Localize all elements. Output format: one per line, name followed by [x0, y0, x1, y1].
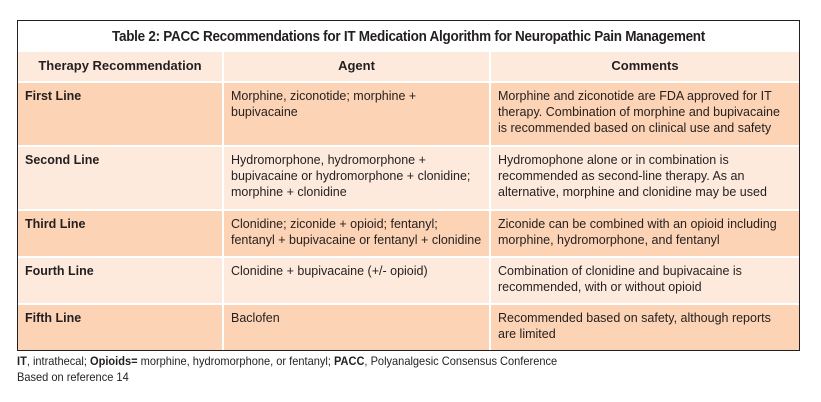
therapy-line: First Line: [18, 82, 223, 146]
table-row: [18, 257, 799, 304]
def-opioids: morphine, hydromorphone, or fentanyl;: [137, 354, 334, 368]
medication-table: [17, 20, 800, 351]
comments-cell: Hydromophone alone or in combination is recommended as second-line therapy. As an alternative, morphine and clonidine may be used: [490, 146, 799, 210]
agent-cell: Morphine, ziconotide; morphine + bupivacaine: [223, 82, 490, 146]
def-it: , intrathecal;: [26, 354, 91, 368]
comments-cell: Ziconide can be combined with an opioid including morphine, hydromorphone, and fentanyl: [490, 210, 799, 257]
therapy-line: Second Line: [18, 146, 223, 210]
comments-cell: Morphine and ziconotide are FDA approved for IT therapy. Combination of morphine and bupivacaine is recommended based on clinical use and safety: [490, 82, 799, 146]
table-title: Table 2: PACC Recommendations for IT Medication Algorithm for Neuropathic Pain Management: [57, 21, 760, 52]
recommendations-table: [18, 52, 799, 350]
table-row: [18, 146, 799, 210]
agent-cell: Clonidine; ziconide + opioid; fentanyl; fentanyl + bupivacaine or fentanyl + clonidine: [223, 210, 490, 257]
comments-cell: Recommended based on safety, although reports are limited: [490, 304, 799, 350]
therapy-line: Fifth Line: [18, 304, 223, 350]
table-footnote: [17, 353, 604, 385]
therapy-line: Fourth Line: [18, 257, 223, 304]
table-row: [18, 210, 799, 257]
abbr-it: IT: [17, 354, 27, 368]
header-therapy: Therapy Recommendation: [18, 52, 223, 82]
abbreviations-note: [17, 353, 557, 369]
abbr-opioids: Opioids=: [90, 354, 138, 368]
abbr-pacc: PACC: [333, 354, 365, 368]
agent-cell: Hydromorphone, hydromorphone + bupivacaine or hydromorphone + clonidine; morphine + clonidine: [223, 146, 490, 210]
header-comments: Comments: [490, 52, 799, 82]
agent-cell: Clonidine + bupivacaine (+/- opioid): [223, 257, 490, 304]
def-pacc: , Polyanalgesic Consensus Conference: [364, 354, 558, 368]
header-row: [18, 52, 799, 82]
table-row: [18, 304, 799, 350]
header-agent: Agent: [223, 52, 490, 82]
agent-cell: Baclofen: [223, 304, 490, 350]
table-row: [18, 82, 799, 146]
reference-note: Based on reference 14: [17, 370, 129, 384]
comments-cell: Combination of clonidine and bupivacaine is recommended, with or without opioid: [490, 257, 799, 304]
therapy-line: Third Line: [18, 210, 223, 257]
